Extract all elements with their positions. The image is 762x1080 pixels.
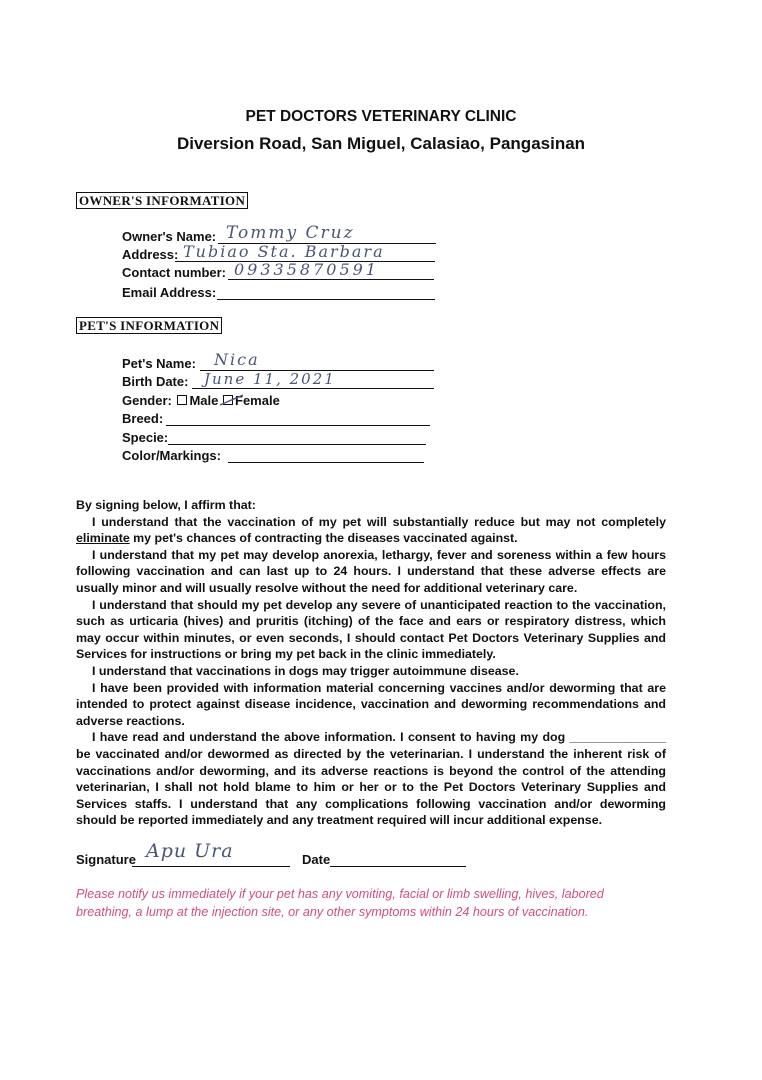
contact-number-label: Contact number: — [122, 265, 226, 280]
consent-paragraph-5: I have been provided with information material concerning vaccines and/or deworming that are intended to protect against disease incidence, vaccination and deworming recommendations and adverse reactions. — [76, 680, 666, 728]
signature-label: Signature — [76, 852, 136, 867]
consent-paragraph-1: I understand that the vaccination of my pet will substantially reduce but may not completely eliminate my pet's chances of contracting the diseases vaccinated against. — [76, 514, 666, 546]
owner-section-heading: OWNER'S INFORMATION — [76, 192, 248, 209]
footer-note: Please notify us immediately if your pet has any vomiting, facial or limb swelling, hives, labored breathing, a lump at the injection site, or any other symptoms within 24 hours of vaccination. — [76, 887, 604, 919]
gender-label: Gender: — [122, 393, 172, 408]
consent-paragraph-6: I have read and understand the above information. I consent to having my dog ______________ be vaccinated and/or dewormed as directed by the veterinarian. I understand the inherent risk of vaccinations and/or deworming, and its adverse reactions is beyond the control of the attending veterinarian, I shall not hold blame to him or her or to the Pet Doctors Veterinary Supplies and Services staffs. I understand that any complications following vaccination and/or deworming should be reported immediately and any treatment required will incur additional expense. — [76, 730, 666, 828]
email-label: Email Address: — [122, 285, 217, 300]
female-option — [222, 392, 280, 409]
breed-field[interactable] — [166, 410, 430, 426]
gender-row — [122, 392, 280, 409]
male-checkbox[interactable] — [177, 395, 187, 405]
pet-name-value: Nica — [214, 350, 260, 369]
breed-label: Breed: — [122, 411, 164, 426]
female-check-mark — [219, 394, 245, 406]
clinic-name: PET DOCTORS VETERINARY CLINIC — [245, 108, 517, 125]
consent-block — [76, 497, 666, 829]
owner-address-label: Address: — [122, 247, 179, 262]
color-markings-label: Color/Markings: — [122, 448, 221, 463]
contact-number-value: 09335870591 — [234, 260, 379, 279]
specie-label: Specie: — [122, 430, 169, 445]
date-label: Date — [302, 852, 331, 867]
clinic-address: Diversion Road, San Miguel, Calasiao, Pangasinan — [176, 134, 586, 153]
consent-intro: By signing below, I affirm that: — [76, 498, 256, 512]
birth-date-value: June 11, 2021 — [204, 370, 336, 388]
birth-date-label: Birth Date: — [122, 374, 189, 389]
pet-name-label: Pet's Name: — [122, 356, 196, 371]
female-option-label: Female — [235, 393, 280, 408]
male-option-label: Male — [189, 393, 219, 408]
date-field[interactable] — [330, 851, 466, 867]
consent-paragraph-4: I understand that vaccinations in dogs may trigger autoimmune disease. — [92, 663, 519, 678]
consent-paragraph-3: I understand that should my pet develop any severe of unanticipated reaction to the vaccination, such as urticaria (hives) and pruritis (itching) of the face and ears or respiratory distress, which may occur within minutes, or even seconds, I should contact Pet Doctors Veterinary Supplies and Services for instructions or bring my pet back in the clinic immediately. — [76, 597, 666, 662]
consent-paragraph-2: I understand that my pet may develop anorexia, lethargy, fever and soreness within a few hours following vaccination and can last up to 24 hours. I understand that these adverse effects are usually minor and will usually resolve without the need for additional veterinary care. — [76, 547, 666, 595]
owner-address-value: Tubiao Sta. Barbara — [183, 242, 385, 261]
owner-name-label: Owner's Name: — [122, 229, 217, 244]
pet-section-heading: PET'S INFORMATION — [76, 317, 222, 334]
specie-field[interactable] — [168, 429, 426, 445]
owner-name-value: Tommy Cruz — [226, 223, 355, 243]
email-field[interactable] — [217, 284, 435, 300]
signature-handwriting: Apu Ura — [146, 840, 234, 862]
color-markings-field[interactable] — [228, 447, 424, 463]
